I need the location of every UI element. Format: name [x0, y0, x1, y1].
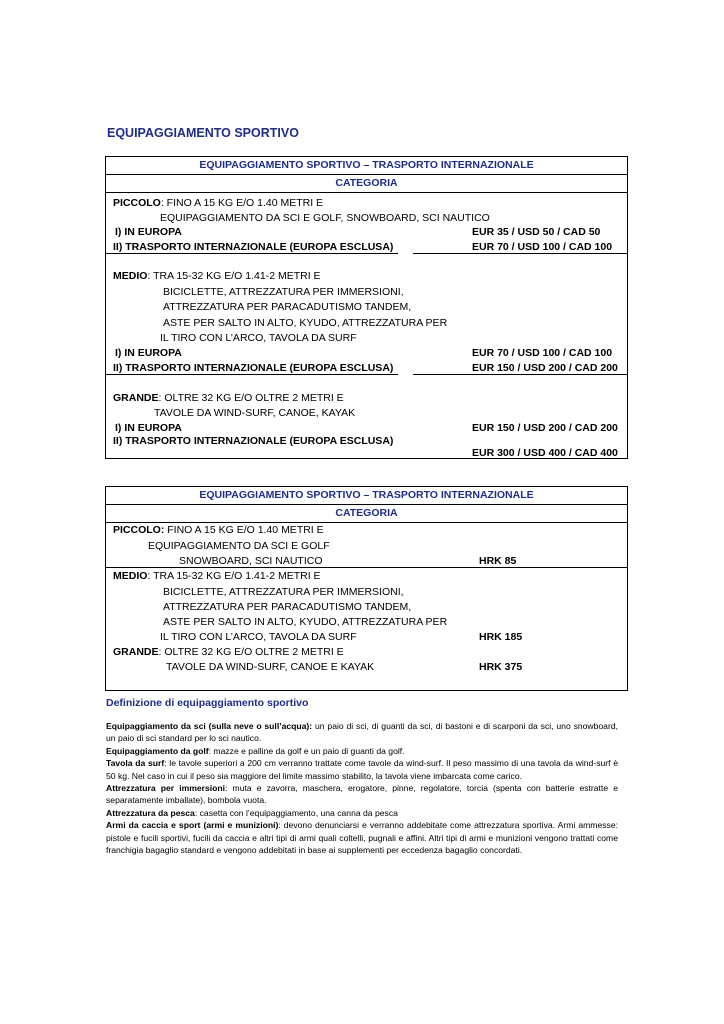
category-desc: : TRA 15-32 KG E/O 1.41-2 METRI E: [147, 270, 321, 282]
definition-term: Equipaggiamento da golf: [106, 745, 209, 756]
category-medio: [113, 569, 321, 583]
definition-text: un paio di sci, di guanti da sci, di bastoni e di scarponi da sci, uno snowboard, un paio di sci standard per lo sci nautico.: [106, 721, 618, 744]
category-desc: FINO A 15 KG E/O 1.40 METRI E: [164, 524, 324, 536]
category-items: ATTREZZATURA PER PARACADUTISMO TANDEM,: [163, 601, 412, 613]
category-items: EQUIPAGGIAMENTO DA SCI E GOLF: [148, 540, 330, 552]
europe-label: I) IN EUROPA: [115, 422, 182, 434]
category-items: IL TIRO CON L’ARCO, TAVOLA DA SURF: [160, 631, 357, 643]
intl-price: EUR 150 / USD 200 / CAD 200: [472, 362, 618, 374]
europe-price: EUR 70 / USD 100 / CAD 100: [472, 347, 613, 359]
category-medio: [113, 269, 321, 283]
category-label: GRANDE: [113, 392, 159, 404]
definition-item: [106, 819, 618, 856]
europe-label: I) IN EUROPA: [115, 226, 182, 238]
definition-text: : casetta con l’equipaggiamento, una canna da pesca: [194, 807, 398, 818]
row-divider: [413, 374, 627, 375]
row-divider: [106, 253, 398, 254]
intl-label: II) TRASPORTO INTERNAZIONALE (EUROPA ESCLUSA): [113, 435, 394, 447]
table-subheader: CATEGORIA: [106, 175, 627, 193]
price-table-hrk: [105, 486, 628, 691]
page-title: EQUIPAGGIAMENTO SPORTIVO: [107, 126, 299, 140]
price: HRK 85: [479, 555, 517, 567]
category-items: ATTREZZATURA PER PARACADUTISMO TANDEM,: [163, 301, 412, 313]
category-label: GRANDE: [113, 646, 159, 658]
category-label: PICCOLO: [113, 197, 161, 209]
category-piccolo: [113, 523, 324, 537]
category-items: ASTE PER SALTO IN ALTO, KYUDO, ATTREZZATURA PER: [163, 616, 448, 628]
category-piccolo: [113, 196, 323, 210]
category-items: BICICLETTE, ATTREZZATURA PER IMMERSIONI,: [163, 286, 404, 298]
definition-text: : mazze e palline da golf e un paio di guanti da golf.: [208, 745, 405, 756]
definition-term: Attrezzatura per immersioni: [106, 783, 226, 794]
europe-price: EUR 35 / USD 50 / CAD 50: [472, 226, 601, 238]
definition-text: : devono denunciarsi e verranno addebitate come attrezzatura sportiva. Armi ammesse: pistole e fucili sportivi, fucili da caccia e altri tipi di armi quali coltelli, pugnali e affini. Altri tipi di armi e munizioni vengono trattati come franchigia bagaglio standard e vengono addebitati in base ai supplementi per eccedenza bagaglio concordati.: [106, 820, 618, 856]
definition-item: [106, 745, 618, 757]
category-grande: [113, 391, 344, 405]
definition-term: Armi da caccia e sport (armi e munizioni): [106, 820, 279, 831]
category-label: PICCOLO:: [113, 524, 165, 536]
category-desc: : OLTRE 32 KG E/O OLTRE 2 METRI E: [158, 646, 344, 658]
category-items: BICICLETTE, ATTREZZATURA PER IMMERSIONI,: [163, 586, 404, 598]
table-subheader: CATEGORIA: [106, 505, 627, 523]
price-table-international: [105, 156, 628, 459]
category-items: ASTE PER SALTO IN ALTO, KYUDO, ATTREZZATURA PER: [163, 317, 448, 329]
category-items: TAVOLE DA WIND-SURF, CANOE E KAYAK: [166, 661, 375, 673]
category-items: SNOWBOARD, SCI NAUTICO: [179, 555, 323, 567]
definition-term: Tavola da surf: [106, 758, 165, 769]
definition-item: [106, 720, 618, 745]
category-desc: : TRA 15-32 KG E/O 1.41-2 METRI E: [147, 570, 321, 582]
definition-text: : muta e zavorra, maschera, erogatore, pinne, regolatore, torcia (spenta con batterie estratte e separatamente imballate), bombola vuota.: [106, 783, 618, 806]
intl-label: II) TRASPORTO INTERNAZIONALE (EUROPA ESCLUSA): [113, 362, 394, 374]
europe-label: I) IN EUROPA: [115, 347, 182, 359]
price: HRK 375: [479, 661, 523, 673]
definition-term: Attrezzatura da pesca: [106, 807, 195, 818]
intl-price: EUR 300 / USD 400 / CAD 400: [472, 447, 618, 459]
row-divider: [106, 374, 398, 375]
category-items: IL TIRO CON L’ARCO, TAVOLA DA SURF: [160, 332, 357, 344]
category-items: TAVOLE DA WIND-SURF, CANOE, KAYAK: [154, 407, 356, 419]
intl-price: EUR 70 / USD 100 / CAD 100: [472, 241, 613, 253]
definition-item: [106, 782, 618, 807]
category-desc: : OLTRE 32 KG E/O OLTRE 2 METRI E: [158, 392, 344, 404]
intl-label: II) TRASPORTO INTERNAZIONALE (EUROPA ESCLUSA): [113, 241, 394, 253]
price: HRK 185: [479, 631, 523, 643]
definition-text: : le tavole superiori a 200 cm verranno trattate come tavole da wind-surf. Il peso massimo di una tavola da wind-surf è 50 kg. Nel caso in cui il peso sia maggiore del limite massimo stabilito, la tavola viene imbarcata come carico.: [106, 758, 618, 781]
category-label: MEDIO: [113, 570, 148, 582]
table-header: EQUIPAGGIAMENTO SPORTIVO – TRASPORTO INTERNAZIONALE: [106, 487, 627, 505]
europe-price: EUR 150 / USD 200 / CAD 200: [472, 422, 618, 434]
category-label: MEDIO: [113, 270, 148, 282]
row-divider: [106, 567, 627, 568]
category-items: EQUIPAGGIAMENTO DA SCI E GOLF, SNOWBOARD, SCI NAUTICO: [160, 212, 490, 224]
row-divider: [413, 253, 627, 254]
definition-item: [106, 807, 618, 819]
table-header: EQUIPAGGIAMENTO SPORTIVO – TRASPORTO INTERNAZIONALE: [106, 157, 627, 175]
definition-term: Equipaggiamento da sci (sulla neve o sull’acqua):: [106, 721, 313, 731]
definition-item: [106, 757, 618, 782]
category-desc: : FINO A 15 KG E/O 1.40 METRI E: [160, 197, 324, 209]
category-grande: [113, 645, 344, 659]
section-title: Definizione di equipaggiamento sportivo: [106, 697, 309, 709]
definitions-list: [106, 720, 618, 856]
